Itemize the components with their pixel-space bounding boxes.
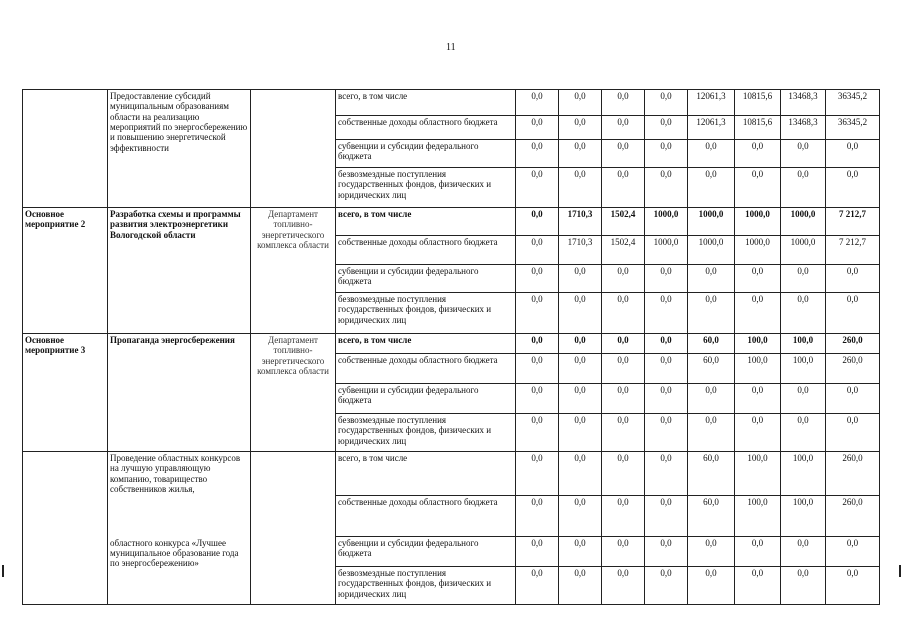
measure-name-cell: Предоставление субсидий муниципальным образованиям области на реализацию мероприятий по энергосбережению и повышению энергетической эффективности: [108, 90, 251, 208]
table-row: [23, 537, 880, 567]
value-cell: 100,0: [781, 452, 826, 496]
value-cell: 0,0: [826, 168, 880, 208]
value-cell: 0,0: [781, 168, 826, 208]
value-cell: 0,0: [735, 567, 781, 605]
table-row: [23, 208, 880, 236]
value-cell: 0,0: [735, 537, 781, 567]
value-cell: 0,0: [735, 265, 781, 293]
value-cell: 0,0: [688, 293, 735, 334]
value-cell: 1502,4: [602, 236, 645, 265]
scan-edge-mark-right: [899, 565, 901, 577]
value-cell: 0,0: [645, 140, 688, 168]
value-cell: 0,0: [735, 140, 781, 168]
funding-source-cell: безвозмездные поступления государственных фондов, физических и юридических лиц: [336, 414, 516, 452]
value-cell: 0,0: [602, 334, 645, 354]
value-cell: 1000,0: [688, 208, 735, 236]
value-cell: 1000,0: [781, 208, 826, 236]
table-row: [23, 334, 880, 354]
value-cell: 0,0: [602, 452, 645, 496]
value-cell: 0,0: [559, 140, 602, 168]
value-cell: 0,0: [516, 90, 559, 116]
value-cell: 0,0: [781, 140, 826, 168]
funding-source-cell: безвозмездные поступления государственных фондов, физических и юридических лиц: [336, 567, 516, 605]
program-cell: [23, 452, 108, 605]
funding-source-cell: субвенции и субсидии федерального бюджета: [336, 537, 516, 567]
value-cell: 1710,3: [559, 236, 602, 265]
value-cell: 1710,3: [559, 208, 602, 236]
value-cell: 260,0: [826, 354, 880, 384]
value-cell: 100,0: [781, 496, 826, 537]
value-cell: 100,0: [735, 452, 781, 496]
value-cell: 10815,6: [735, 116, 781, 140]
scan-edge-mark-left: [2, 565, 4, 577]
value-cell: 7 212,7: [826, 208, 880, 236]
value-cell: 0,0: [688, 265, 735, 293]
value-cell: 60,0: [688, 354, 735, 384]
value-cell: 0,0: [602, 116, 645, 140]
value-cell: 1000,0: [735, 236, 781, 265]
value-cell: 0,0: [781, 384, 826, 414]
value-cell: 0,0: [688, 140, 735, 168]
value-cell: 0,0: [781, 293, 826, 334]
value-cell: 0,0: [645, 354, 688, 384]
value-cell: 0,0: [781, 414, 826, 452]
value-cell: 0,0: [516, 236, 559, 265]
value-cell: 0,0: [645, 116, 688, 140]
value-cell: 0,0: [559, 265, 602, 293]
table-row: [23, 452, 880, 496]
budget-table: [22, 89, 880, 605]
budget-table-body: [23, 90, 880, 605]
value-cell: 1000,0: [645, 236, 688, 265]
value-cell: 0,0: [559, 567, 602, 605]
value-cell: 0,0: [602, 567, 645, 605]
value-cell: 0,0: [645, 452, 688, 496]
value-cell: 13468,3: [781, 116, 826, 140]
value-cell: 0,0: [645, 414, 688, 452]
department-cell: [251, 90, 336, 208]
value-cell: 0,0: [602, 265, 645, 293]
value-cell: 0,0: [826, 567, 880, 605]
value-cell: 0,0: [602, 384, 645, 414]
value-cell: 260,0: [826, 496, 880, 537]
value-cell: 0,0: [602, 140, 645, 168]
value-cell: 260,0: [826, 334, 880, 354]
value-cell: 0,0: [735, 414, 781, 452]
value-cell: 0,0: [735, 168, 781, 208]
funding-source-cell: субвенции и субсидии федерального бюджета: [336, 384, 516, 414]
funding-source-cell: безвозмездные поступления государственных фондов, физических и юридических лиц: [336, 293, 516, 334]
funding-source-cell: безвозмездные поступления государственных фондов, физических и юридических лиц: [336, 168, 516, 208]
value-cell: 0,0: [559, 168, 602, 208]
program-cell: [23, 90, 108, 208]
value-cell: 0,0: [826, 265, 880, 293]
value-cell: 0,0: [602, 168, 645, 208]
funding-source-cell: собственные доходы областного бюджета: [336, 354, 516, 384]
value-cell: 0,0: [781, 537, 826, 567]
value-cell: 0,0: [516, 168, 559, 208]
value-cell: 0,0: [559, 293, 602, 334]
value-cell: 0,0: [688, 537, 735, 567]
value-cell: 0,0: [602, 496, 645, 537]
value-cell: 0,0: [645, 334, 688, 354]
value-cell: 0,0: [688, 384, 735, 414]
value-cell: 0,0: [645, 384, 688, 414]
value-cell: 0,0: [645, 168, 688, 208]
funding-source-cell: собственные доходы областного бюджета: [336, 236, 516, 265]
value-cell: 0,0: [516, 496, 559, 537]
value-cell: 36345,2: [826, 116, 880, 140]
department-cell: [251, 452, 336, 605]
department-cell: Департамент топливно-энергетического комплекса области: [251, 334, 336, 452]
value-cell: 0,0: [688, 414, 735, 452]
funding-source-cell: всего, в том числе: [336, 208, 516, 236]
value-cell: 0,0: [735, 384, 781, 414]
value-cell: 0,0: [559, 414, 602, 452]
value-cell: 0,0: [826, 537, 880, 567]
value-cell: 0,0: [826, 293, 880, 334]
table-row: [23, 90, 880, 116]
value-cell: 0,0: [516, 116, 559, 140]
value-cell: 0,0: [559, 334, 602, 354]
program-cell: Основное мероприятие 2: [23, 208, 108, 334]
value-cell: 0,0: [645, 90, 688, 116]
value-cell: 12061,3: [688, 116, 735, 140]
value-cell: 0,0: [559, 452, 602, 496]
value-cell: 0,0: [602, 354, 645, 384]
measure-name-cell: Пропаганда энергосбережения: [108, 334, 251, 452]
value-cell: 0,0: [516, 265, 559, 293]
value-cell: 0,0: [826, 414, 880, 452]
value-cell: 1000,0: [645, 208, 688, 236]
value-cell: 0,0: [781, 567, 826, 605]
value-cell: 0,0: [516, 334, 559, 354]
value-cell: 0,0: [735, 293, 781, 334]
value-cell: 0,0: [559, 496, 602, 537]
value-cell: 0,0: [688, 168, 735, 208]
value-cell: 60,0: [688, 496, 735, 537]
value-cell: 0,0: [645, 567, 688, 605]
value-cell: 0,0: [645, 265, 688, 293]
value-cell: 7 212,7: [826, 236, 880, 265]
funding-source-cell: собственные доходы областного бюджета: [336, 116, 516, 140]
value-cell: 0,0: [559, 116, 602, 140]
value-cell: 0,0: [559, 537, 602, 567]
value-cell: 0,0: [645, 293, 688, 334]
value-cell: 0,0: [602, 537, 645, 567]
value-cell: 100,0: [781, 354, 826, 384]
value-cell: 0,0: [826, 140, 880, 168]
value-cell: 0,0: [516, 537, 559, 567]
value-cell: 1000,0: [781, 236, 826, 265]
program-cell: Основное мероприятие 3: [23, 334, 108, 452]
measure-name-cell: Проведение областных конкурсов на лучшую управляющую компанию, товарищество собственников жилья,: [108, 452, 251, 537]
value-cell: 0,0: [602, 293, 645, 334]
value-cell: 0,0: [645, 537, 688, 567]
value-cell: 0,0: [516, 208, 559, 236]
department-cell: Департамент топливно-энергетического комплекса области: [251, 208, 336, 334]
value-cell: 36345,2: [826, 90, 880, 116]
value-cell: 0,0: [602, 414, 645, 452]
funding-source-cell: субвенции и субсидии федерального бюджета: [336, 140, 516, 168]
value-cell: 0,0: [559, 354, 602, 384]
value-cell: 100,0: [781, 334, 826, 354]
value-cell: 13468,3: [781, 90, 826, 116]
value-cell: 0,0: [645, 496, 688, 537]
value-cell: 0,0: [516, 384, 559, 414]
value-cell: 260,0: [826, 452, 880, 496]
funding-source-cell: всего, в том числе: [336, 334, 516, 354]
value-cell: 1000,0: [735, 208, 781, 236]
value-cell: 12061,3: [688, 90, 735, 116]
value-cell: 100,0: [735, 354, 781, 384]
funding-source-cell: всего, в том числе: [336, 90, 516, 116]
value-cell: 1502,4: [602, 208, 645, 236]
value-cell: 0,0: [516, 567, 559, 605]
value-cell: 0,0: [516, 452, 559, 496]
value-cell: 1000,0: [688, 236, 735, 265]
value-cell: 0,0: [781, 265, 826, 293]
value-cell: 0,0: [559, 90, 602, 116]
measure-name-cell-continued: областного конкурса «Лучшее муниципальное образование года по энергосбережению»: [108, 537, 251, 605]
value-cell: 0,0: [559, 384, 602, 414]
value-cell: 0,0: [516, 140, 559, 168]
funding-source-cell: собственные доходы областного бюджета: [336, 496, 516, 537]
page-number: 11: [446, 42, 456, 53]
value-cell: 0,0: [516, 414, 559, 452]
measure-name-cell: Разработка схемы и программы развития электроэнергетики Вологодской области: [108, 208, 251, 334]
value-cell: 0,0: [602, 90, 645, 116]
value-cell: 10815,6: [735, 90, 781, 116]
value-cell: 100,0: [735, 496, 781, 537]
value-cell: 60,0: [688, 452, 735, 496]
value-cell: 60,0: [688, 334, 735, 354]
value-cell: 0,0: [516, 293, 559, 334]
value-cell: 0,0: [826, 384, 880, 414]
value-cell: 0,0: [516, 354, 559, 384]
value-cell: 0,0: [688, 567, 735, 605]
funding-source-cell: субвенции и субсидии федерального бюджета: [336, 265, 516, 293]
value-cell: 100,0: [735, 334, 781, 354]
funding-source-cell: всего, в том числе: [336, 452, 516, 496]
